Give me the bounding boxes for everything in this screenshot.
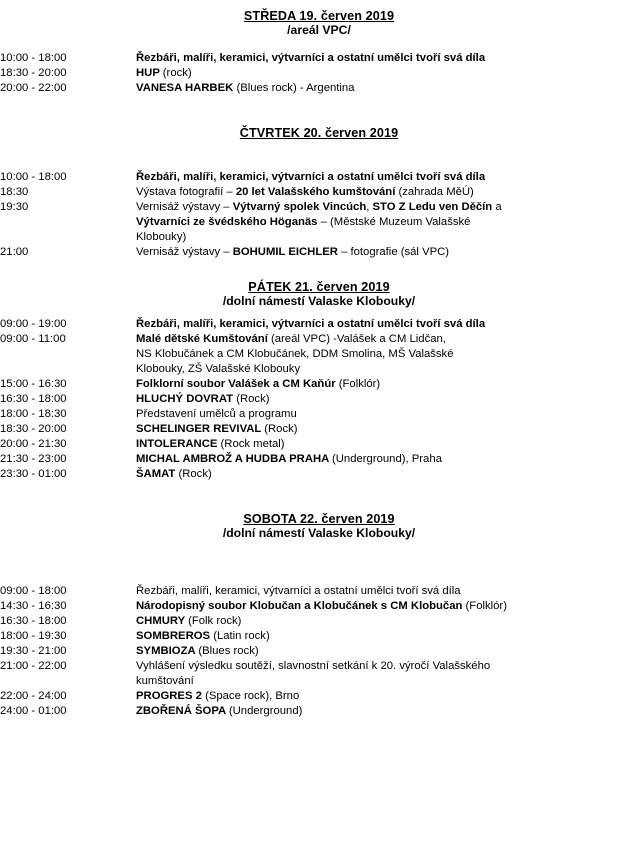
row-desc-plain: – (Městské Muzeum Valašské xyxy=(320,216,471,229)
table-row xyxy=(0,230,638,245)
row-time xyxy=(0,230,136,245)
row-desc-bold: Malé dětské Kumštování xyxy=(136,333,271,346)
row-time: 09:00 - 11:00 xyxy=(0,333,66,346)
row-time: 18:00 - 18:30 xyxy=(0,408,67,421)
spacer xyxy=(0,482,638,512)
day-rows-1 xyxy=(0,51,638,96)
row-time xyxy=(0,362,136,377)
row-time xyxy=(0,347,136,362)
row-desc-plain: Klobouky) xyxy=(136,231,187,244)
table-row xyxy=(0,170,638,185)
row-desc-plain: kumštování xyxy=(136,675,194,688)
row-desc xyxy=(136,332,638,347)
row-time: 18:30 - 20:00 xyxy=(0,423,67,436)
row-desc xyxy=(136,467,638,482)
row-desc-bold: Řezbáři, malíři, keramici, výtvarníci a ostatní umělci tvoří svá díla xyxy=(136,171,486,184)
day-subtitle-1: /areál VPC/ xyxy=(287,23,351,37)
table-row xyxy=(0,674,638,689)
day-title-3: PÁTEK 21. červen 2019 xyxy=(248,280,390,295)
table-row xyxy=(0,644,638,659)
row-desc-plain: (Folklór) xyxy=(338,378,381,391)
row-desc-bold: Folklorní soubor Valášek a CM Kaňúr xyxy=(136,378,339,391)
day-title-1: STŘEDA 19. červen 2019 xyxy=(243,9,395,23)
row-desc xyxy=(136,170,638,185)
row-desc-plain: (Latin rock) xyxy=(213,630,270,643)
row-desc xyxy=(136,51,638,66)
row-desc-bold: Řezbáři, malíři, keramici, výtvarníci a ostatní umělci tvoří svá díla xyxy=(136,318,486,331)
row-desc xyxy=(136,362,638,377)
row-time: 18:30 - 20:00 xyxy=(0,67,67,80)
table-row xyxy=(0,689,638,704)
table-row xyxy=(0,245,638,260)
table-row xyxy=(0,407,638,422)
day-rows-2 xyxy=(0,170,638,260)
spacer xyxy=(0,308,638,317)
row-desc xyxy=(136,66,638,81)
row-desc-bold: CHMURY xyxy=(136,615,189,628)
day-block-2 xyxy=(0,126,638,260)
table-row xyxy=(0,452,638,467)
day-subtitle-3: /dolní námestí Valaske Klobouky/ xyxy=(222,294,416,309)
row-desc-bold: ŠAMAT xyxy=(136,468,179,481)
row-desc-plain: (rock) xyxy=(162,67,192,80)
row-time xyxy=(0,674,136,689)
row-desc-bold: Národopisný soubor Klobučan a Klobučánek s CM Klobučan xyxy=(136,600,466,613)
table-row xyxy=(0,332,638,347)
table-row xyxy=(0,437,638,452)
row-desc xyxy=(136,230,638,245)
row-desc xyxy=(136,347,638,362)
row-desc-plain: (Space rock), Brno xyxy=(205,690,300,703)
row-desc xyxy=(136,377,638,392)
row-desc-plain-2: (zahrada MěÚ) xyxy=(398,186,474,199)
spacer xyxy=(0,140,638,170)
row-desc xyxy=(136,407,638,422)
row-desc-bold: Řezbáři, malíři, keramici, výtvarníci a ostatní umělci tvoří svá díla xyxy=(136,52,486,64)
row-desc-plain: Vernisáž výstavy – xyxy=(136,201,233,214)
row-time: 24:00 - 01:00 xyxy=(0,705,67,718)
row-time: 21:00 - 22:00 xyxy=(0,660,67,673)
table-row xyxy=(0,347,638,362)
row-time: 15:00 - 16:30 xyxy=(0,378,67,391)
row-desc-plain: (Blues rock) xyxy=(198,645,259,658)
row-desc xyxy=(136,215,638,230)
table-row xyxy=(0,51,638,66)
row-time: 23:30 - 01:00 xyxy=(0,468,67,481)
row-time: 09:00 - 18:00 xyxy=(0,585,67,598)
row-desc xyxy=(136,689,638,704)
row-desc-bold: ZBOŘENÁ ŠOPA xyxy=(136,705,229,718)
row-desc xyxy=(136,392,638,407)
row-desc-plain: (areál VPC) -Valášek a CM Lidčan, xyxy=(270,333,446,346)
day-block-1 xyxy=(0,9,638,96)
row-desc-plain-2: – fotografie (sál VPC) xyxy=(341,246,450,259)
row-desc xyxy=(136,185,638,200)
day-title-2: ČTVRTEK 20. červen 2019 xyxy=(239,126,399,141)
row-desc-bold: INTOLERANCE xyxy=(136,438,221,451)
row-desc-plain: (Underground) xyxy=(228,705,303,718)
row-time: 20:00 - 22:00 xyxy=(0,82,67,95)
row-time xyxy=(0,215,136,230)
row-desc xyxy=(136,599,638,614)
day-block-3 xyxy=(0,280,638,482)
row-desc xyxy=(136,245,638,260)
table-row xyxy=(0,659,638,674)
row-desc-plain: (Rock) xyxy=(178,468,212,481)
row-desc xyxy=(136,674,638,689)
row-desc-bold-2: STO Z Ledu ven Děčín xyxy=(372,201,493,214)
table-row xyxy=(0,185,638,200)
row-desc xyxy=(136,659,638,674)
row-desc-plain: (Rock metal) xyxy=(220,438,285,451)
row-desc xyxy=(136,317,638,332)
row-desc-plain: (Rock) xyxy=(236,393,270,406)
row-desc-plain: Výstava fotografií – xyxy=(136,186,236,199)
row-desc-plain: Vyhlášení výsledku soutěží, slavnostní setkání k 20. výročí Valašského xyxy=(136,660,491,673)
table-row xyxy=(0,362,638,377)
row-desc-bold: MICHAL AMBROŽ A HUDBA PRAHA xyxy=(136,453,333,466)
row-time: 14:30 - 16:30 xyxy=(0,600,67,613)
spacer xyxy=(0,540,638,584)
row-desc-plain: (Rock) xyxy=(264,423,298,436)
table-row xyxy=(0,614,638,629)
row-desc-plain-2: , xyxy=(366,201,373,214)
day-block-4 xyxy=(0,512,638,719)
row-desc-bold: Výtvarný spolek Vincúch xyxy=(232,201,367,214)
table-row xyxy=(0,377,638,392)
row-desc xyxy=(136,452,638,467)
row-desc-plain-3: a xyxy=(492,201,502,214)
spacer xyxy=(0,260,638,280)
row-time: 21:00 xyxy=(0,246,29,259)
row-time: 18:00 - 19:30 xyxy=(0,630,67,643)
row-desc-plain: Řezbáři, malíři, keramici, výtvarníci a ostatní umělci tvoří svá díla xyxy=(136,585,461,598)
row-desc-bold: SCHELINGER REVIVAL xyxy=(136,423,265,436)
row-desc-bold: Výtvarníci ze švédského Höganäs xyxy=(136,216,321,229)
row-desc-plain: NS Klobučánek a CM Klobučánek, DDM Smolina, MŠ Valašské xyxy=(136,348,454,361)
table-row xyxy=(0,422,638,437)
row-desc-bold: SOMBREROS xyxy=(136,630,214,643)
row-time: 10:00 - 18:00 xyxy=(0,52,67,64)
table-row xyxy=(0,704,638,719)
row-desc xyxy=(136,81,638,96)
table-row xyxy=(0,629,638,644)
row-desc-plain: Vernisáž výstavy – xyxy=(136,246,233,259)
row-desc-plain: Klobouky, ZŠ Valašské Klobouky xyxy=(136,363,301,376)
table-row xyxy=(0,81,638,96)
row-desc-plain: (Blues rock) - Argentina xyxy=(236,82,355,95)
row-time: 20:00 - 21:30 xyxy=(0,438,67,451)
table-row xyxy=(0,317,638,332)
row-time: 18:30 xyxy=(0,186,29,199)
row-desc xyxy=(136,584,638,599)
table-row xyxy=(0,66,638,81)
row-desc-bold: 20 let Valašského kumštování xyxy=(235,186,399,199)
spacer xyxy=(0,0,638,9)
row-desc xyxy=(136,437,638,452)
row-desc xyxy=(136,422,638,437)
day-rows-4 xyxy=(0,584,638,719)
row-time: 19:30 - 21:00 xyxy=(0,645,67,658)
row-desc-bold: PROGRES 2 xyxy=(136,690,206,703)
row-desc-bold: BOHUMIL EICHLER xyxy=(232,246,342,259)
day-rows-3 xyxy=(0,317,638,482)
spacer xyxy=(0,96,638,126)
table-row xyxy=(0,392,638,407)
row-time: 16:30 - 18:00 xyxy=(0,393,67,406)
table-row xyxy=(0,215,638,230)
row-time: 10:00 - 18:00 xyxy=(0,171,67,184)
row-time: 16:30 - 18:00 xyxy=(0,615,67,628)
row-time: 09:00 - 19:00 xyxy=(0,318,67,331)
row-desc xyxy=(136,644,638,659)
table-row xyxy=(0,599,638,614)
table-row xyxy=(0,200,638,215)
row-desc-bold: VANESA HARBEK xyxy=(136,82,237,95)
row-desc-plain: Představení umělců a programu xyxy=(136,408,297,421)
day-title-4: SOBOTA 22. červen 2019 xyxy=(243,512,395,527)
row-desc xyxy=(136,614,638,629)
spacer xyxy=(0,37,638,51)
row-desc xyxy=(136,704,638,719)
table-row xyxy=(0,584,638,599)
row-desc-plain: (Underground), Praha xyxy=(332,453,442,466)
row-time: 19:30 xyxy=(0,201,29,214)
row-desc xyxy=(136,629,638,644)
day-subtitle-4: /dolní námestí Valaske Klobouky/ xyxy=(222,526,416,541)
row-desc-bold: HLUCHÝ DOVRAT xyxy=(136,393,237,406)
row-desc xyxy=(136,200,638,215)
row-desc-plain: (Folk rock) xyxy=(188,615,242,628)
row-desc-bold: SYMBIOZA xyxy=(136,645,199,658)
row-time: 21:30 - 23:00 xyxy=(0,453,67,466)
row-time: 22:00 - 24:00 xyxy=(0,690,67,703)
row-desc-bold: HUP xyxy=(136,67,163,80)
row-desc-plain: (Folklór) xyxy=(465,600,507,613)
table-row xyxy=(0,467,638,482)
